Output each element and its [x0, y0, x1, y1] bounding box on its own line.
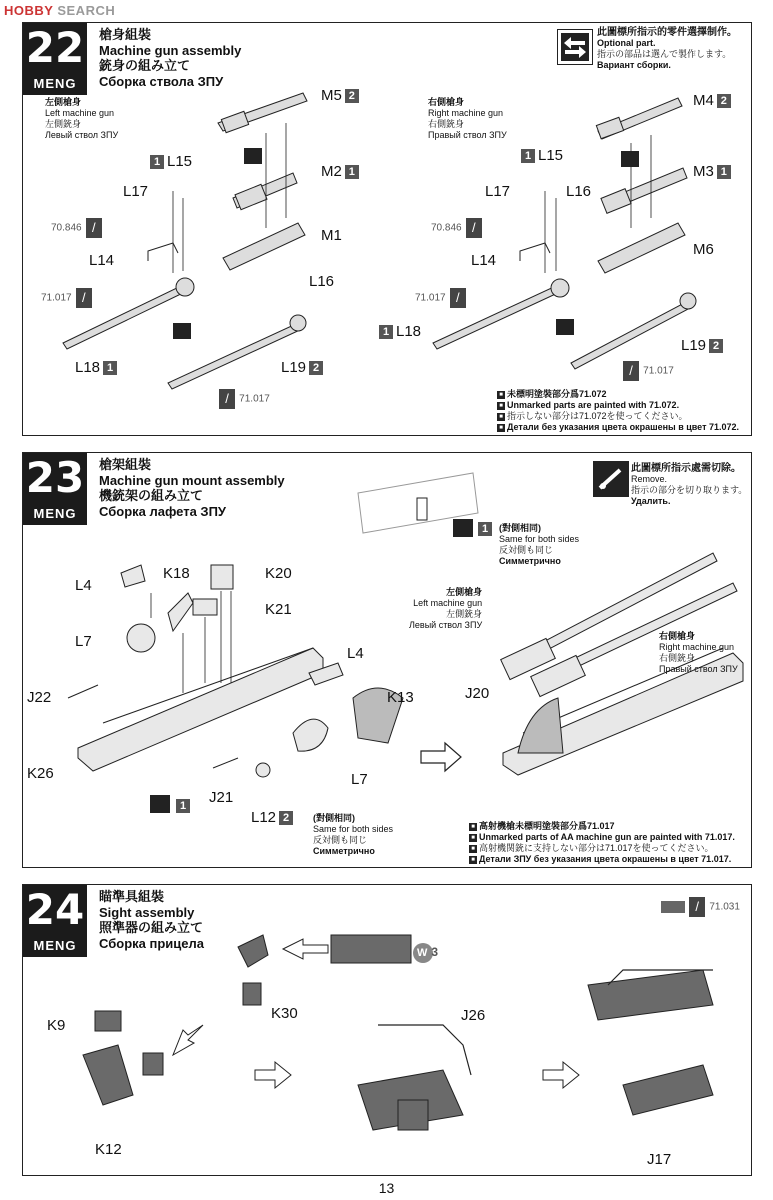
label-L17-right: L17 — [485, 183, 511, 200]
brush-icon: / — [623, 361, 639, 381]
label-J20: J20 — [465, 685, 490, 702]
paint-70846-right: 70.846 / — [431, 218, 482, 238]
label-J26: J26 — [461, 1007, 486, 1024]
watermark: HOBBY SEARCH — [4, 3, 116, 18]
label-L4-top: L4 — [75, 577, 92, 594]
step-title: 槍身組裝 Machine gun assembly 銃身の組み立て Сборка ствола ЗПУ — [99, 27, 242, 89]
label-remove-count: 1 — [173, 797, 190, 814]
brand-logo: MENG — [23, 935, 87, 957]
remove-note: 此圖標所指示處需切除。 Remove. 指示の部分を切り取ります。 Удалить. — [631, 463, 748, 506]
label-M5: M5 2 — [321, 87, 359, 104]
label-M4: M4 2 — [693, 92, 731, 109]
step-number: 23 — [23, 453, 87, 511]
brand-logo: MENG — [23, 503, 87, 525]
label-K9: K9 — [47, 1017, 66, 1034]
paint-71017-right: 71.017 / — [415, 288, 466, 308]
label-L19: L19 2 — [281, 359, 323, 376]
same-sides-note-left: (對側相同) Same for both sides 反対側も同じ Симметрично — [313, 813, 394, 856]
paint-71017-right-b: / 71.017 — [623, 361, 674, 381]
brush-icon: / — [76, 288, 92, 308]
brush-icon: / — [450, 288, 466, 308]
label-J17: J17 — [647, 1151, 672, 1168]
step-23-drawing — [23, 453, 753, 869]
label-W3: W 3 — [417, 945, 439, 959]
label-K20: K20 — [265, 565, 292, 582]
paint-note: ■ 高射機槍未標明塗裝部分爲71.017 ■ Unmarked parts of AA machine gun are painted with 71.017. ■ 高射機関銃に支持しない部分は71.017を使ってください。 ■ Детали ЗПУ без указания цвета окрашены в цвет 71.017. — [469, 821, 735, 865]
step-number: 24 — [23, 885, 87, 943]
brush-icon: / — [219, 389, 235, 409]
same-sides-note-right: (對側相同) Same for both sides 反対側も同じ Симметрично — [499, 523, 580, 566]
label-L7-right: L7 — [351, 771, 368, 788]
label-J22: J22 — [27, 689, 52, 706]
optional-note: 此圖標所指示的零件選擇制作。 Optional part. 指示の部品は選んで製作します。 Вариант сборки. — [597, 27, 737, 70]
label-L12: L12 2 — [251, 809, 293, 826]
label-L14: L14 — [89, 252, 115, 269]
brush-icon: / — [86, 218, 102, 238]
label-M2: M2 1 — [321, 163, 359, 180]
left-gun-caption: 左側槍身 Left machine gun 左側銃身 Левый ствол ЗПУ — [45, 97, 119, 140]
paint-note: ■ 未標明塗裝部分爲71.072 ■ Unmarked parts are painted with 71.072. ■ 指示しない部分は71.072を使ってください。 ■ Детали без указания цвета окрашены в цвет 71.072. — [497, 389, 739, 433]
label-L19-right: L19 2 — [681, 337, 723, 354]
label-L18-right: 1 L18 — [379, 323, 421, 340]
paint-71017-left: 71.017 / — [41, 288, 92, 308]
label-L16: L16 — [309, 273, 335, 290]
step-number: 22 — [23, 23, 87, 81]
label-K30: K30 — [271, 1005, 298, 1022]
label-J21: J21 — [209, 789, 234, 806]
brush-icon: / — [689, 897, 705, 917]
step-24-panel — [22, 884, 752, 1176]
step-title: 瞄準具組裝 Sight assembly 照準器の組み立て Сборка прицела — [99, 889, 204, 951]
right-gun-caption: 右側槍身 Right machine gun 右側銃身 Правый ствол ЗПУ — [659, 631, 738, 674]
paint-71017-left-b: / 71.017 — [219, 389, 270, 409]
label-K12: K12 — [95, 1141, 122, 1158]
label-K21: K21 — [265, 601, 292, 618]
step-23-panel — [22, 452, 752, 868]
right-gun-caption: 右側槍身 Right machine gun 右側銃身 Правый ствол ЗПУ — [428, 97, 507, 140]
paint-70846-left: 70.846 / — [51, 218, 102, 238]
label-K18: K18 — [163, 565, 190, 582]
brush-icon: / — [466, 218, 482, 238]
step-24-drawing — [23, 885, 753, 1177]
label-L16-right: L16 — [566, 183, 592, 200]
label-L17: L17 — [123, 183, 149, 200]
label-M1: M1 — [321, 227, 342, 244]
label-K13: K13 — [387, 689, 414, 706]
label-M3: M3 1 — [693, 163, 731, 180]
step-title: 槍架組裝 Machine gun mount assembly 機銃架の組み立て Сборка лафета ЗПУ — [99, 457, 285, 519]
label-L7-left: L7 — [75, 633, 92, 650]
label-L4-right: L4 — [347, 645, 364, 662]
label-L18: L18 1 — [75, 359, 117, 376]
label-L15: 1 L15 — [150, 153, 192, 170]
label-remove-count-right: 1 — [475, 520, 492, 537]
label-M6: M6 — [693, 241, 714, 258]
step-22-panel — [22, 22, 752, 436]
page-number: 13 — [378, 1180, 395, 1196]
label-L15-right: 1 L15 — [521, 147, 563, 164]
label-K26: K26 — [27, 765, 54, 782]
paint-71031: / 71.031 — [661, 897, 740, 917]
brand-logo: MENG — [23, 73, 87, 95]
left-gun-caption: 左側槍身 Left machine gun 左側銃身 Левый ствол ЗПУ — [409, 587, 483, 630]
label-L14-right: L14 — [471, 252, 497, 269]
